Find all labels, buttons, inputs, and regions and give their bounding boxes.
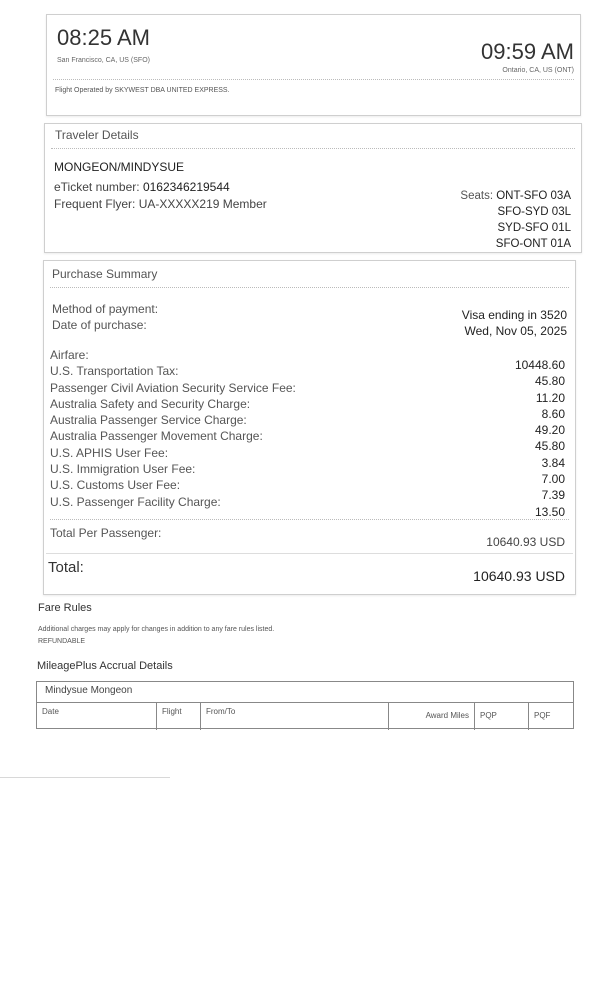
fee-value: 13.50 [534,504,565,519]
fee-value: 49.20 [534,423,565,438]
total-label: Total: [48,559,84,576]
traveler-section-title: Traveler Details [55,128,139,142]
traveler-details-card [44,123,582,253]
mileage-accrual-table [36,681,574,729]
fee-label: Australia Passenger Movement Charge: [50,429,263,444]
purchase-section-title: Purchase Summary [52,267,158,281]
fee-value: 8.60 [541,406,565,421]
eticket-number: 0162346219544 [142,180,230,194]
payment-values [462,307,567,339]
seat-row: SYD-SFO 01L [497,222,571,234]
traveler-name: MONGEON/MINDYSUE [54,160,185,174]
fee-label: Australia Passenger Service Charge: [50,413,247,428]
fee-label: U.S. Transportation Tax: [50,364,179,379]
purchase-date-value: Wed, Nov 05, 2025 [464,324,567,338]
divider [53,79,574,80]
fee-value: 10448.60 [514,358,565,372]
table-header-row [37,702,573,730]
fee-label: U.S. Customs User Fee: [50,478,181,493]
flight-segment-card [46,14,581,116]
fee-value: 3.84 [541,455,565,470]
seat-row: SFO-ONT 01A [495,238,571,250]
total-per-passenger-label: Total Per Passenger: [50,526,162,540]
seats-label: Seats: [460,190,494,202]
departure-time: 08:25 AM [57,25,150,50]
column-header-pqp: PQP [475,703,529,730]
fee-value: 45.80 [534,374,565,389]
seat-assignment: ONT-SFO 03A [496,190,571,202]
seat-row: SFO-SYD 03L [497,206,571,218]
frequent-flyer-line [54,197,267,211]
seat-row [460,188,571,204]
divider [46,553,573,554]
payment-method-value: Visa ending in 3520 [461,308,567,322]
fee-value: 45.80 [534,439,565,454]
eticket-line [54,180,230,194]
divider [51,148,575,149]
arrival-city: Ontario, CA, US (ONT) [502,67,574,74]
operated-by-note: Flight Operated by SKYWEST DBA UNITED EXPRESS. [55,87,230,94]
payment-method-label: Method of payment: [52,302,159,316]
fee-label: U.S. Immigration User Fee: [50,462,196,477]
fee-label: Australia Safety and Security Charge: [50,396,251,411]
total-per-passenger-value: 10640.93 USD [486,535,565,549]
seats-list [460,188,571,252]
total-value: 10640.93 USD [473,568,565,584]
eticket-label: eTicket number: [54,180,140,194]
column-header-award-miles: Award Miles [389,703,475,730]
fee-label: Passenger Civil Aviation Security Service Fee: [50,380,296,395]
fee-labels [50,347,296,510]
fare-rules-note: Additional charges may apply for changes in addition to any fare rules listed. [38,626,275,633]
purchase-summary-card [43,260,576,595]
mileage-accrual-title: MileagePlus Accrual Details [37,660,173,672]
payment-labels [52,301,158,333]
refundable-status: REFUNDABLE [38,638,86,645]
fare-rules-title: Fare Rules [38,602,92,614]
frequent-flyer-label: Frequent Flyer: [54,197,136,211]
fee-label: Airfare: [50,348,89,362]
purchase-date-label: Date of purchase: [52,318,147,332]
fee-label: U.S. APHIS User Fee: [50,445,169,460]
frequent-flyer-value: UA-XXXXX219 Member [138,197,267,211]
departure-city: San Francisco, CA, US (SFO) [57,57,150,64]
divider [50,287,569,288]
fee-values [515,357,565,520]
column-header-from-to: From/To [201,703,389,730]
fee-value: 7.00 [541,472,565,487]
member-name: Mindysue Mongeon [45,685,133,696]
column-header-date: Date [37,703,157,730]
page-edge-line [0,777,170,778]
arrival-time: 09:59 AM [481,39,574,64]
fee-value: 11.20 [535,390,565,405]
column-header-pqf: PQF [534,711,551,720]
fee-value: 7.39 [541,488,565,503]
fee-label: U.S. Passenger Facility Charge: [50,494,221,509]
divider [50,519,569,520]
column-header-flight: Flight [157,703,201,730]
